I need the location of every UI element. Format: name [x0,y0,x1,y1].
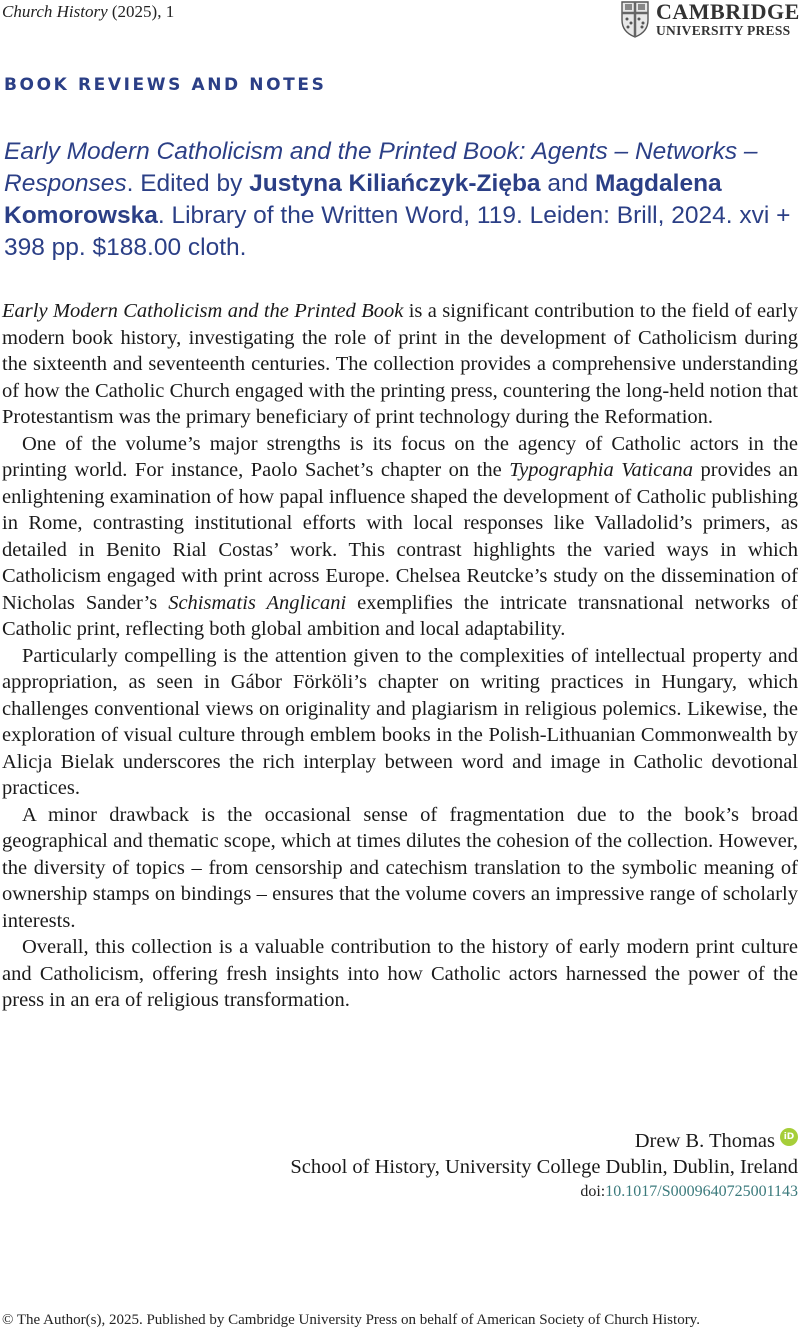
running-head [2,2,174,22]
paragraph: Overall, this collection is a valuable contribution to the history of early modern print culture and Catholicism, offering fresh insights into how Catholic actors harnessed the power of the press in an era of religious transformation. [2,936,798,1011]
italic-title: Early Modern Catholicism and the Printed Book [2,300,404,322]
reviewer-signature [290,1128,798,1204]
editor-name: Magdalena Komorowska [4,170,722,229]
reviewer-affiliation: School of History, University College Dublin, Dublin, Ireland [290,1156,798,1178]
italic-title: Schismatis Anglicani [168,591,347,614]
doi-link[interactable]: 10.1017/S0009640725001143 [605,1183,798,1200]
doi-prefix: doi: [580,1183,606,1200]
copyright-footer: © The Author(s), 2025. Published by Cambridge University Press on behalf of American Society of Church History. [2,1312,700,1328]
book-title: Early Modern Catholicism and the Printed Book: Agents – Networks – Responses [4,138,758,197]
paragraph [2,431,798,643]
section-heading: BOOK REVIEWS AND NOTES [4,75,327,95]
book-citation [4,136,794,264]
paragraph-text: provides an enlightening examination of how papal influence shaped the development of Catholic publishing in Rome, contrasting institutional efforts with local responses like Valladolid’s primers, as detailed in Benito Rial Costas’ work. This contrast highlights the varied ways in which Catholicism engaged with print across Europe. Chelsea Reutcke’s study on the dissemination of Nicholas Sander’s [2,459,798,614]
citation-text: and [540,170,596,197]
university-shield-icon [620,0,650,38]
editor-name: Justyna Kiliańczyk-Zięba [249,170,541,197]
year-page: (2025), 1 [107,2,175,21]
paragraph [2,298,798,431]
reviewer-name: Drew B. Thomas [634,1130,775,1152]
paragraph-text: exemplifies the intricate transnational networks of Catholic print, reflecting both global ambition and local adaptability. [2,591,798,640]
citation-text: . Edited by [126,170,250,197]
paragraph-text: One of the volume’s major strengths is its focus on the agency of Catholic actors in the printing world. For instance, Paolo Sachet’s chapter on the [2,432,798,481]
logo-line-2: UNIVERSITY PRESS [656,22,791,38]
paragraph-text: is a significant contribution to the field of early modern book history, investigating the role of print in the development of Catholicism during the sixteenth and seventeenth centuries. The collection provides a comprehensive understanding of how the Catholic Church engaged with the printing press, countering the long-held notion that Protestantism was the primary beneficiary of print technology during the Reformation. [2,300,798,428]
orcid-icon[interactable]: iD [780,1128,798,1146]
publisher-logo [620,0,800,38]
doi-line [290,1180,798,1204]
italic-title: Typographia Vaticana [509,459,693,481]
review-body [2,298,798,1014]
logo-line-1: CAMBRIDGE [656,0,800,24]
paragraph: A minor drawback is the occasional sense of fragmentation due to the book’s broad geographical and thematic scope, which at times dilutes the cohesion of the collection. However, the diversity of topics – from censorship and catechism translation to the symbolic meaning of ownership stamps on bindings – ensures that the volume covers an impressive range of scholarly interests. [2,803,798,932]
paragraph: Particularly compelling is the attention given to the complexities of intellectual property and appropriation, as seen in Gábor Förköli’s chapter on writing practices in Hungary, which challenges conventional views on originality and plagiarism in religious polemics. Likewise, the exploration of visual culture through emblem books in the Polish-Lithuanian Commonwealth by Alicja Bielak underscores the rich interplay between word and image in Catholic devotional practices. [2,644,798,799]
journal-name: Church History [2,2,108,21]
publication-details: . Library of the Written Word, 119. Leiden: Brill, 2024. xvi + 398 pp. $188.00 cloth. [4,202,791,261]
